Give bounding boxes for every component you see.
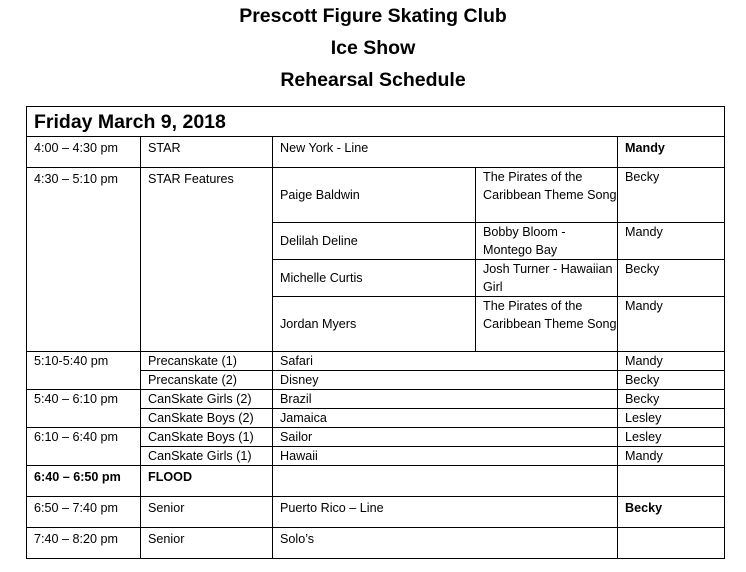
music-cell: Disney: [273, 371, 618, 390]
skater-cell: Delilah Deline: [273, 223, 476, 260]
coach-cell: [618, 466, 725, 497]
time-cell: 4:30 – 5:10 pm: [27, 168, 141, 352]
event-title: Ice Show: [330, 37, 416, 59]
music-cell: Solo’s: [273, 528, 618, 559]
music-cell: Jamaica: [273, 409, 618, 428]
coach-cell: Mandy: [618, 297, 725, 352]
table-row: [27, 390, 725, 409]
music-cell: Brazil: [273, 390, 618, 409]
music-cell: New York - Line: [273, 137, 618, 168]
group-cell: Senior: [141, 497, 273, 528]
coach-cell: Becky: [618, 371, 725, 390]
table-row: [27, 466, 725, 497]
skater-cell: Paige Baldwin: [273, 168, 476, 223]
coach-cell: Becky: [618, 168, 725, 223]
skater-cell: Jordan Myers: [273, 297, 476, 352]
rehearsal-schedule-table: [26, 106, 725, 559]
group-cell: Precanskate (1): [141, 352, 273, 371]
group-cell: CanSkate Boys (2): [141, 409, 273, 428]
music-cell: Sailor: [273, 428, 618, 447]
time-cell: 6:10 – 6:40 pm: [27, 428, 141, 466]
date-row: [27, 107, 725, 137]
coach-cell: Becky: [618, 390, 725, 409]
coach-cell: Mandy: [618, 223, 725, 260]
coach-cell: Becky: [618, 497, 725, 528]
coach-cell: Lesley: [618, 428, 725, 447]
time-cell: 5:40 – 6:10 pm: [27, 390, 141, 428]
table-row: [27, 352, 725, 371]
table-row: [27, 528, 725, 559]
group-cell: Precanskate (2): [141, 371, 273, 390]
group-cell: STAR: [141, 137, 273, 168]
table-row: [27, 428, 725, 447]
music-cell: Hawaii: [273, 447, 618, 466]
club-title: Prescott Figure Skating Club: [239, 5, 507, 27]
song-cell: Josh Turner - Hawaiian Girl: [476, 260, 618, 297]
table-row: [27, 137, 725, 168]
music-cell: [273, 466, 618, 497]
coach-cell: Lesley: [618, 409, 725, 428]
group-cell: CanSkate Girls (2): [141, 390, 273, 409]
music-cell: Puerto Rico – Line: [273, 497, 618, 528]
coach-cell: Becky: [618, 260, 725, 297]
coach-cell: Mandy: [618, 137, 725, 168]
table-row: [27, 497, 725, 528]
time-cell: 6:40 – 6:50 pm: [27, 466, 141, 497]
skater-cell: Michelle Curtis: [273, 260, 476, 297]
group-cell: FLOOD: [141, 466, 273, 497]
time-cell: 4:00 – 4:30 pm: [27, 137, 141, 168]
coach-cell: [618, 528, 725, 559]
group-cell: CanSkate Girls (1): [141, 447, 273, 466]
table-row: [27, 168, 725, 223]
time-cell: 7:40 – 8:20 pm: [27, 528, 141, 559]
schedule-title: Rehearsal Schedule: [280, 69, 466, 91]
song-cell: Bobby Bloom - Montego Bay: [476, 223, 618, 260]
coach-cell: Mandy: [618, 352, 725, 371]
schedule-date: Friday March 9, 2018: [27, 107, 725, 137]
group-cell: Senior: [141, 528, 273, 559]
coach-cell: Mandy: [618, 447, 725, 466]
group-cell: CanSkate Boys (1): [141, 428, 273, 447]
song-cell: The Pirates of the Caribbean Theme Song: [476, 168, 618, 223]
song-cell: The Pirates of the Caribbean Theme Song: [476, 297, 618, 352]
time-cell: 6:50 – 7:40 pm: [27, 497, 141, 528]
music-cell: Safari: [273, 352, 618, 371]
group-cell: STAR Features: [141, 168, 273, 352]
time-cell: 5:10-5:40 pm: [27, 352, 141, 390]
